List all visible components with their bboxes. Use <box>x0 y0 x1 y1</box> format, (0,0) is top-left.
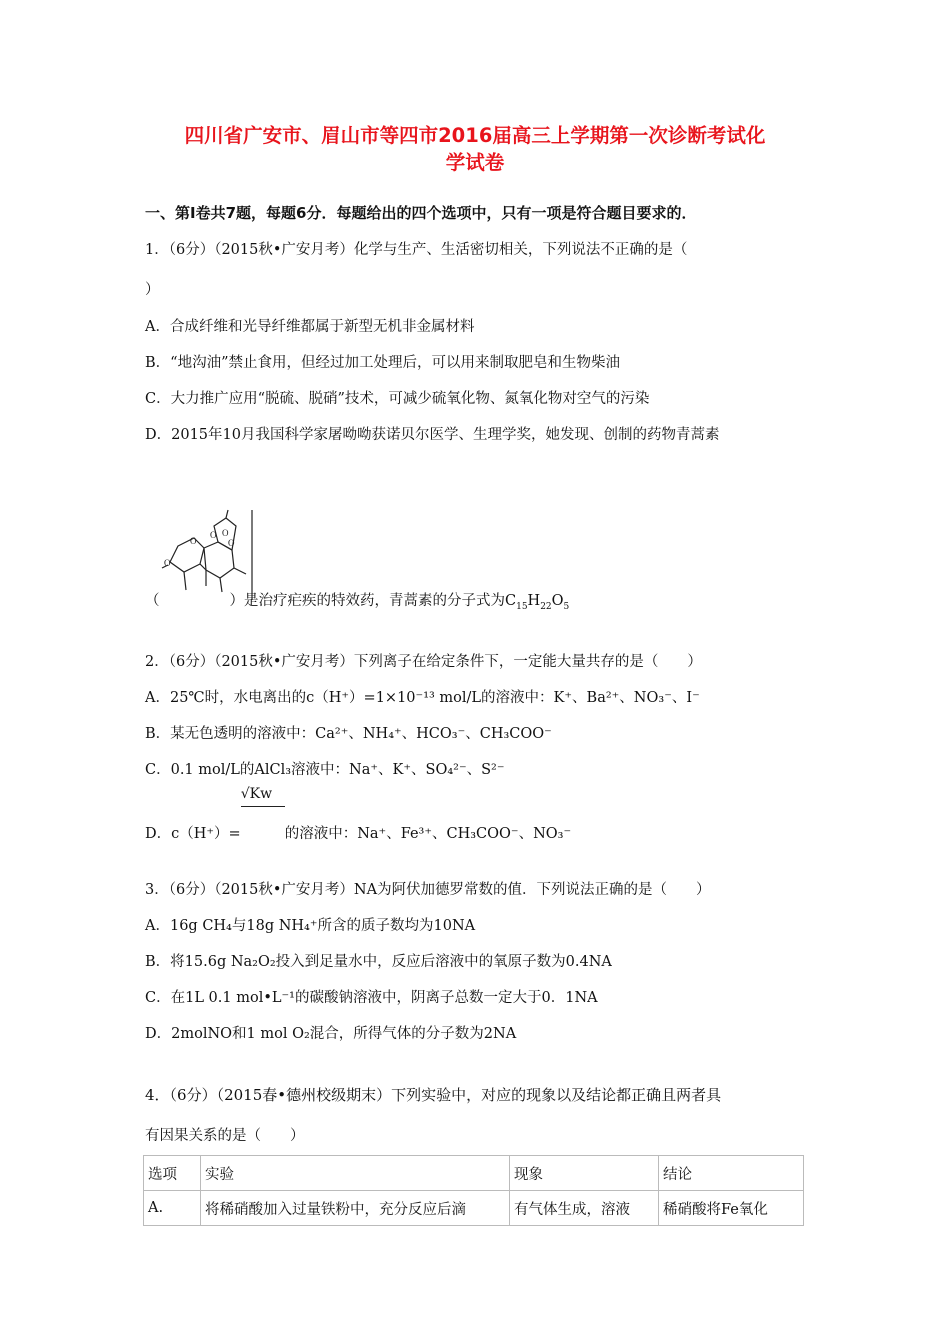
formula-h: H <box>527 593 541 609</box>
title-line-2: 学试卷 <box>445 151 505 174</box>
q2-option-a: A．25℃时，水电离出的c（H⁺）=1×10⁻¹³ mol/L的溶液中：K⁺、Ba²⁺、NO₃⁻、I⁻ <box>145 690 700 706</box>
header-option: 选项 <box>144 1156 201 1191</box>
q2-option-b: B．某无色透明的溶液中：Ca²⁺、NH₄⁺、HCO₃⁻、CH₃COO⁻ <box>145 726 552 742</box>
q2-option-c: C．0.1 mol/L的AlCl₃溶液中：Na⁺、K⁺、SO₄²⁻、S²⁻ <box>145 762 505 778</box>
header-experiment: 实验 <box>201 1156 510 1191</box>
q1-open-paren: （ <box>145 593 160 609</box>
section-heading: 一、第Ⅰ卷共7题，每题6分．每题给出的四个选项中，只有一项是符合题目要求的． <box>145 204 697 222</box>
svg-text:O: O <box>210 530 217 540</box>
cell-phenomenon: 有气体生成，溶液 <box>510 1191 659 1226</box>
q3-option-a: A．16g CH₄与18g NH₄⁺所含的质子数均为10NA <box>145 918 476 934</box>
table-header-row <box>144 1156 804 1191</box>
page-title <box>120 122 830 176</box>
q1-option-d: D．2015年10月我国科学家屠呦呦获诺贝尔医学、生理学奖，她发现、创制的药物青蒿素 <box>145 427 720 443</box>
q1-option-b: B．“地沟油”禁止食用，但经过加工处理后，可以用来制取肥皂和生物柴油 <box>145 355 620 371</box>
cell-experiment: 将稀硝酸加入过量铁粉中，充分反应后滴 <box>201 1191 510 1226</box>
q3-stem: 3．（6分）（2015秋•广安月考）NA为阿伏加德罗常数的值．下列说法正确的是（ ） <box>145 882 711 898</box>
q3-option-d: D．2molNO和1 mol O₂混合，所得气体的分子数为2NA <box>145 1026 517 1042</box>
svg-text:O: O <box>228 538 235 548</box>
formula-sub-15: 15 <box>516 601 528 612</box>
cell-conclusion: 稀硝酸将Fe氧化 <box>659 1191 804 1226</box>
formula-o: O <box>551 593 564 609</box>
q1-option-d-continued <box>145 589 569 612</box>
q2-option-d-prefix: D．c（H⁺）= <box>145 826 241 842</box>
q1-stem: 1．（6分）（2015秋•广安月考）化学与生产、生活密切相关，下列说法不正确的是（ <box>145 242 688 258</box>
header-conclusion: 结论 <box>659 1156 804 1191</box>
sqrt-kw-fraction <box>240 786 285 842</box>
title-line-1: 四川省广安市、眉山市等四市2016届高三上学期第一次诊断考试化 <box>184 124 766 147</box>
q2-option-d-suffix: 的溶液中：Na⁺、Fe³⁺、CH₃COO⁻、NO₃⁻ <box>284 826 572 842</box>
q1-option-d-tail: ）是治疗疟疾的特效药，青蒿素的分子式为C <box>229 593 517 609</box>
q4-stem-line-1: 4．（6分）（2015春•德州校级期末）下列实验中，对应的现象以及结论都正确且两者具 <box>145 1086 722 1104</box>
q1-stem-close: ） <box>145 282 160 298</box>
q3-option-b: B．将15.6g Na₂O₂投入到足量水中，反应后溶液中的氧原子数为0.4NA <box>145 954 612 970</box>
svg-text:O: O <box>222 528 229 538</box>
header-phenomenon: 现象 <box>510 1156 659 1191</box>
table-row <box>144 1191 804 1226</box>
q1-option-c: C．大力推广应用“脱硫、脱硝”技术，可减少硫氧化物、氮氧化物对空气的污染 <box>145 391 650 407</box>
q2-option-d <box>145 786 572 843</box>
q3-option-c: C．在1L 0.1 mol•L⁻¹的碳酸钠溶液中，阴离子总数一定大于0．1NA <box>145 990 598 1006</box>
q4-stem-line-2: 有因果关系的是（ ） <box>145 1128 305 1144</box>
q1-option-a: A．合成纤维和光导纤维都属于新型无机非金属材料 <box>145 319 475 335</box>
svg-text:O: O <box>164 558 171 568</box>
cell-option: A. <box>144 1191 201 1226</box>
formula-sub-5: 5 <box>563 601 570 612</box>
q4-table <box>143 1155 804 1226</box>
formula-sub-22: 22 <box>540 601 552 612</box>
q2-stem: 2．（6分）（2015秋•广安月考）下列离子在给定条件下，一定能大量共存的是（ ） <box>145 654 702 670</box>
svg-text:O: O <box>190 536 197 546</box>
sqrt-kw-numerator: √Kw <box>240 786 273 802</box>
